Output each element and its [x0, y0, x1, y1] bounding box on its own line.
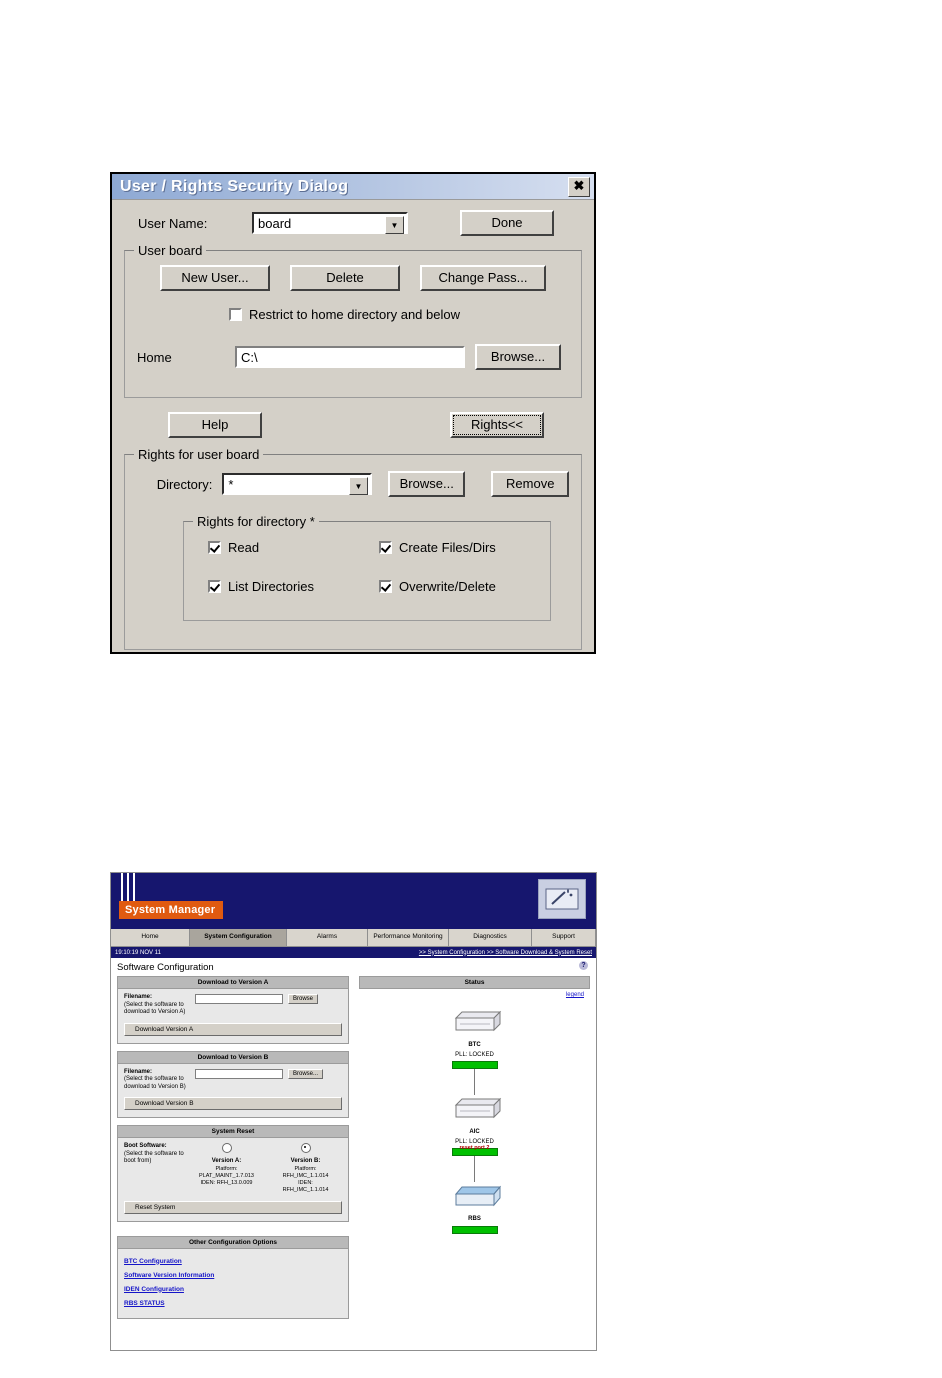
- page-title: [111, 958, 596, 976]
- version-b-radio[interactable]: [301, 1143, 311, 1153]
- rights-for-user-group: [124, 447, 582, 650]
- directory-label: Directory:: [156, 476, 213, 492]
- help-button[interactable]: Help: [168, 412, 262, 438]
- rights-for-directory-group: [183, 514, 551, 621]
- boot-version-b: [269, 1143, 342, 1195]
- status-panel: [359, 976, 590, 1234]
- remove-button[interactable]: Remove: [491, 471, 569, 497]
- filename-label-b-text: Filename:: [124, 1068, 153, 1075]
- delete-button[interactable]: Delete: [290, 265, 400, 291]
- boot-label-text: Boot Software:: [124, 1143, 167, 1149]
- page-content: [111, 976, 596, 1326]
- rights-group-title: Rights for user board: [134, 447, 263, 462]
- help-icon[interactable]: ?: [579, 961, 588, 970]
- create-files-checkbox[interactable]: [379, 541, 392, 554]
- download-version-b-panel: [117, 1051, 349, 1119]
- node-rbs-name: RBS: [468, 1216, 481, 1222]
- filename-input-a[interactable]: [195, 994, 283, 1004]
- user-name-row: [124, 210, 582, 236]
- version-a-radio[interactable]: [222, 1143, 232, 1153]
- change-pass-button[interactable]: Change Pass...: [420, 265, 546, 291]
- overwrite-delete-label: Overwrite/Delete: [399, 579, 496, 594]
- directory-select[interactable]: [222, 473, 372, 495]
- version-b-line-3: RFH_IMC_1.1.014: [282, 1187, 329, 1194]
- node-aic-overlay: reset port 2: [459, 1145, 490, 1151]
- rights-for-directory-title: Rights for directory *: [193, 514, 319, 529]
- help-rights-row: [124, 412, 582, 438]
- read-checkbox[interactable]: [208, 541, 221, 554]
- system-manager-window: [110, 872, 597, 1351]
- rights-checkbox-grid: [184, 540, 550, 594]
- download-version-b-title: Download to Version B: [118, 1052, 348, 1064]
- directory-value: *: [228, 476, 234, 492]
- filename-sub-b: (Select the software to download to Version B): [124, 1076, 186, 1090]
- version-a-line-2: IDEN: RFH_13.0.009: [200, 1180, 253, 1187]
- browse-button-a[interactable]: Browse: [288, 994, 318, 1004]
- home-row: [137, 344, 569, 370]
- list-directories-label: List Directories: [228, 579, 314, 594]
- wizard-wand-icon: [538, 879, 586, 919]
- boot-label-sub: (Select the software to boot from): [124, 1150, 184, 1164]
- download-version-a-body: [118, 989, 348, 1043]
- boot-selection: [124, 1143, 342, 1195]
- version-b-title: Version B:: [290, 1158, 321, 1165]
- user-rights-security-dialog: [110, 172, 596, 654]
- legend-link-wrap: [359, 989, 590, 998]
- system-reset-body: [118, 1138, 348, 1221]
- version-b-line-1: RFH_IMC_1.1.014: [282, 1173, 329, 1180]
- home-path-input[interactable]: C:\: [235, 346, 465, 368]
- filename-sub-a: (Select the software to download to Version A): [124, 1001, 186, 1015]
- restrict-home-label: Restrict to home directory and below: [249, 307, 460, 322]
- filename-input-b[interactable]: [195, 1069, 283, 1079]
- reset-system-button[interactable]: Reset System: [124, 1201, 342, 1214]
- list-directories-checkbox[interactable]: [208, 580, 221, 593]
- node-btc-status-bar: [452, 1061, 498, 1069]
- right-list-directories: [208, 579, 379, 594]
- brand-label: System Manager: [119, 901, 223, 919]
- page-title-text: Software Configuration: [117, 962, 214, 973]
- link-iden-configuration[interactable]: IDEN Configuration: [124, 1285, 184, 1293]
- status-title: Status: [359, 976, 590, 989]
- system-reset-title: System Reset: [118, 1126, 348, 1138]
- dialog-titlebar: [112, 174, 594, 200]
- user-group: [124, 243, 582, 398]
- directory-browse-button[interactable]: Browse...: [388, 471, 466, 497]
- filename-row-b: [124, 1069, 342, 1092]
- new-user-button[interactable]: New User...: [160, 265, 270, 291]
- read-label: Read: [228, 540, 260, 555]
- download-version-a-button[interactable]: Download Version A: [124, 1023, 342, 1036]
- home-label: Home: [137, 349, 172, 365]
- rights-button[interactable]: Rights<<: [450, 412, 544, 438]
- tab-alarms[interactable]: Alarms: [287, 929, 368, 946]
- tab-support[interactable]: Support: [532, 929, 596, 946]
- dialog-body: [112, 200, 594, 652]
- done-button[interactable]: Done: [460, 210, 554, 236]
- chevron-down-icon[interactable]: ▼: [385, 216, 404, 234]
- chassis-icon: [448, 1095, 502, 1125]
- user-group-title: User board: [134, 243, 206, 258]
- status-node-aic: [359, 1095, 590, 1156]
- restrict-home-checkbox[interactable]: [229, 308, 242, 321]
- node-btc-detail: PLL: LOCKED: [455, 1051, 494, 1058]
- download-version-b-button[interactable]: Download Version B: [124, 1097, 342, 1110]
- download-version-a-title: Download to Version A: [118, 977, 348, 989]
- user-action-buttons: [137, 265, 569, 291]
- legend-link[interactable]: legend: [565, 992, 584, 998]
- node-rbs-status-bar: [452, 1226, 498, 1234]
- main-navigation: [111, 929, 596, 947]
- chassis-icon: [448, 1008, 502, 1038]
- node-aic-status-bar: [452, 1145, 498, 1156]
- boot-version-a: [190, 1143, 263, 1187]
- left-column: [117, 976, 349, 1326]
- home-browse-button[interactable]: Browse...: [475, 344, 561, 370]
- directory-row: [137, 471, 569, 497]
- create-files-label: Create Files/Dirs: [399, 540, 496, 555]
- node-aic-detail: PLL: LOCKED: [455, 1138, 494, 1145]
- link-software-version-information[interactable]: Software Version Information: [124, 1271, 215, 1279]
- timestamp: 19:10:19 NOV 11: [115, 949, 161, 956]
- right-read: [208, 540, 379, 555]
- right-create-files: [379, 540, 550, 555]
- link-btc-configuration[interactable]: BTC Configuration: [124, 1257, 182, 1265]
- tab-diagnostics[interactable]: Diagnostics: [449, 929, 532, 946]
- chevron-down-icon[interactable]: ▼: [349, 477, 368, 495]
- user-name-label: User Name:: [138, 215, 208, 231]
- download-version-b-body: [118, 1064, 348, 1118]
- other-configuration-options-panel: [117, 1236, 349, 1319]
- breadcrumb-link[interactable]: >> System Configuration >> Software Download & System Reset: [418, 949, 592, 956]
- user-name-select[interactable]: [252, 212, 408, 234]
- rbs-chassis-icon: [448, 1182, 502, 1212]
- filename-label-a-text: Filename:: [124, 994, 153, 1000]
- filename-row-a: [124, 994, 342, 1017]
- node-btc-name: BTC: [468, 1042, 481, 1048]
- connector-btc-aic: [474, 1069, 475, 1095]
- status-node-btc: [359, 1008, 590, 1069]
- version-a-title: Version A:: [211, 1158, 242, 1165]
- app-banner: [111, 873, 596, 929]
- status-column: [359, 976, 590, 1326]
- system-reset-panel: [117, 1125, 349, 1222]
- tab-system-configuration[interactable]: System Configuration: [190, 929, 287, 946]
- node-aic-name: AIC: [469, 1129, 480, 1135]
- tab-home[interactable]: Home: [111, 929, 190, 946]
- download-version-a-panel: [117, 976, 349, 1044]
- browse-button-b[interactable]: Browse...: [288, 1069, 323, 1079]
- tab-performance-monitoring[interactable]: Performance Monitoring: [368, 929, 449, 946]
- status-node-rbs: [359, 1182, 590, 1234]
- right-overwrite-delete: [379, 579, 550, 594]
- breadcrumb[interactable]: [419, 950, 592, 956]
- other-options-links: [118, 1249, 348, 1318]
- filename-label-b: [124, 1069, 190, 1092]
- filename-label-a: [124, 994, 190, 1017]
- restrict-home-row: [229, 307, 569, 322]
- boot-software-label: [124, 1143, 184, 1166]
- user-name-value: board: [258, 215, 292, 231]
- breadcrumb-bar: [111, 947, 596, 958]
- version-a-line-1: PLAT_MAINT_1.7.013: [199, 1173, 254, 1180]
- version-b-line-0: Platform:: [294, 1165, 317, 1172]
- close-icon[interactable]: ✖: [568, 177, 590, 197]
- version-a-line-0: Platform:: [215, 1165, 238, 1172]
- connector-aic-rbs: [474, 1156, 475, 1182]
- overwrite-delete-checkbox[interactable]: [379, 580, 392, 593]
- other-options-title: Other Configuration Options: [118, 1237, 348, 1249]
- link-rbs-status[interactable]: RBS STATUS: [124, 1299, 165, 1307]
- version-b-line-2: IDEN:: [298, 1180, 313, 1187]
- dialog-title: User / Rights Security Dialog: [120, 177, 349, 195]
